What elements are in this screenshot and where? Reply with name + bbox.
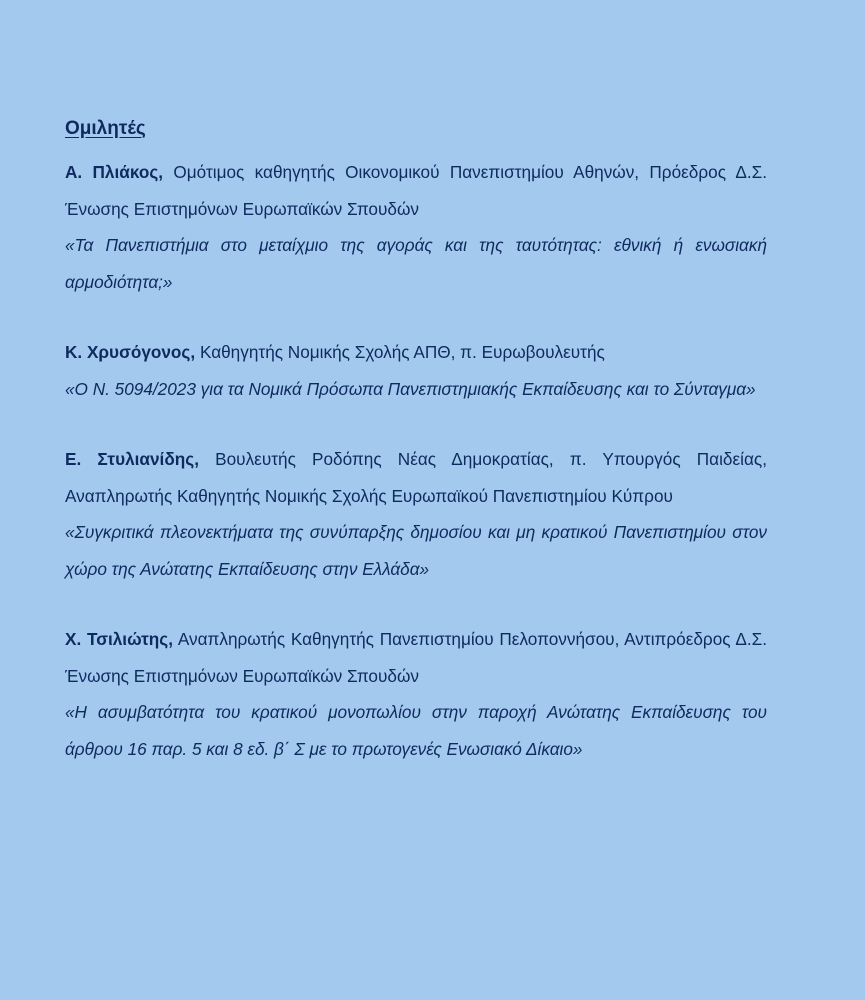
speaker-entry <box>65 154 767 300</box>
speaker-role: Ομότιμος καθηγητής Οικονομικού Πανεπιστημίου Αθηνών, Πρόεδρος Δ.Σ. Ένωσης Επιστημόνων Ευρωπαϊκών Σπουδών <box>65 162 768 219</box>
speaker-role: Αναπληρωτής Καθηγητής Πανεπιστημίου Πελοποννήσου, Αντιπρόεδρος Δ.Σ. Ένωσης Επιστημόνων Ευρωπαϊκών Σπουδών <box>65 629 768 686</box>
speaker-name: Ε. Στυλιανίδης, <box>65 449 199 469</box>
speaker-bio <box>65 441 767 514</box>
speaker-name: Κ. Χρυσόγονος, <box>65 342 196 362</box>
speaker-role: Βουλευτής Ροδόπης Νέας Δημοκρατίας, π. Υπουργός Παιδείας, Αναπληρωτής Καθηγητής Νομικής Σχολής Ευρωπαϊκού Πανεπιστημίου Κύπρου <box>65 449 767 506</box>
speaker-talk-title: «Τα Πανεπιστήμια στο μεταίχμιο της αγοράς και της ταυτότητας: εθνική ή ενωσιακή αρμοδιότητα;» <box>65 235 767 292</box>
speaker-name: Α. Πλιάκος, <box>65 162 164 182</box>
speaker-bio <box>65 334 767 371</box>
speaker-bio <box>65 621 767 694</box>
speaker-entry <box>65 441 767 587</box>
speaker-role: Καθηγητής Νομικής Σχολής ΑΠΘ, π. Ευρωβουλευτής <box>199 342 605 362</box>
speaker-entry <box>65 334 767 407</box>
speakers-section <box>65 112 767 767</box>
speaker-talk-title: «Συγκριτικά πλεονεκτήματα της συνύπαρξης δημοσίου και μη κρατικού Πανεπιστημίου στον χώρο της Ανώτατης Εκπαίδευσης στην Ελλάδα» <box>65 522 767 579</box>
speaker-name: Χ. Τσιλιώτης, <box>65 629 174 649</box>
speaker-talk-title: «Η ασυμβατότητα του κρατικού μονοπωλίου στην παροχή Ανώτατης Εκπαίδευσης του άρθρου 16 παρ. 5 και 8 εδ. β΄ Σ με το πρωτογενές Ενωσιακό Δίκαιο» <box>65 702 767 759</box>
section-heading: Ομιλητές <box>65 118 146 139</box>
speaker-entry <box>65 621 767 767</box>
speaker-bio <box>65 154 767 227</box>
speaker-talk-title: «Ο Ν. 5094/2023 για τα Νομικά Πρόσωπα Πανεπιστημιακής Εκπαίδευσης και το Σύνταγμα» <box>65 378 756 399</box>
